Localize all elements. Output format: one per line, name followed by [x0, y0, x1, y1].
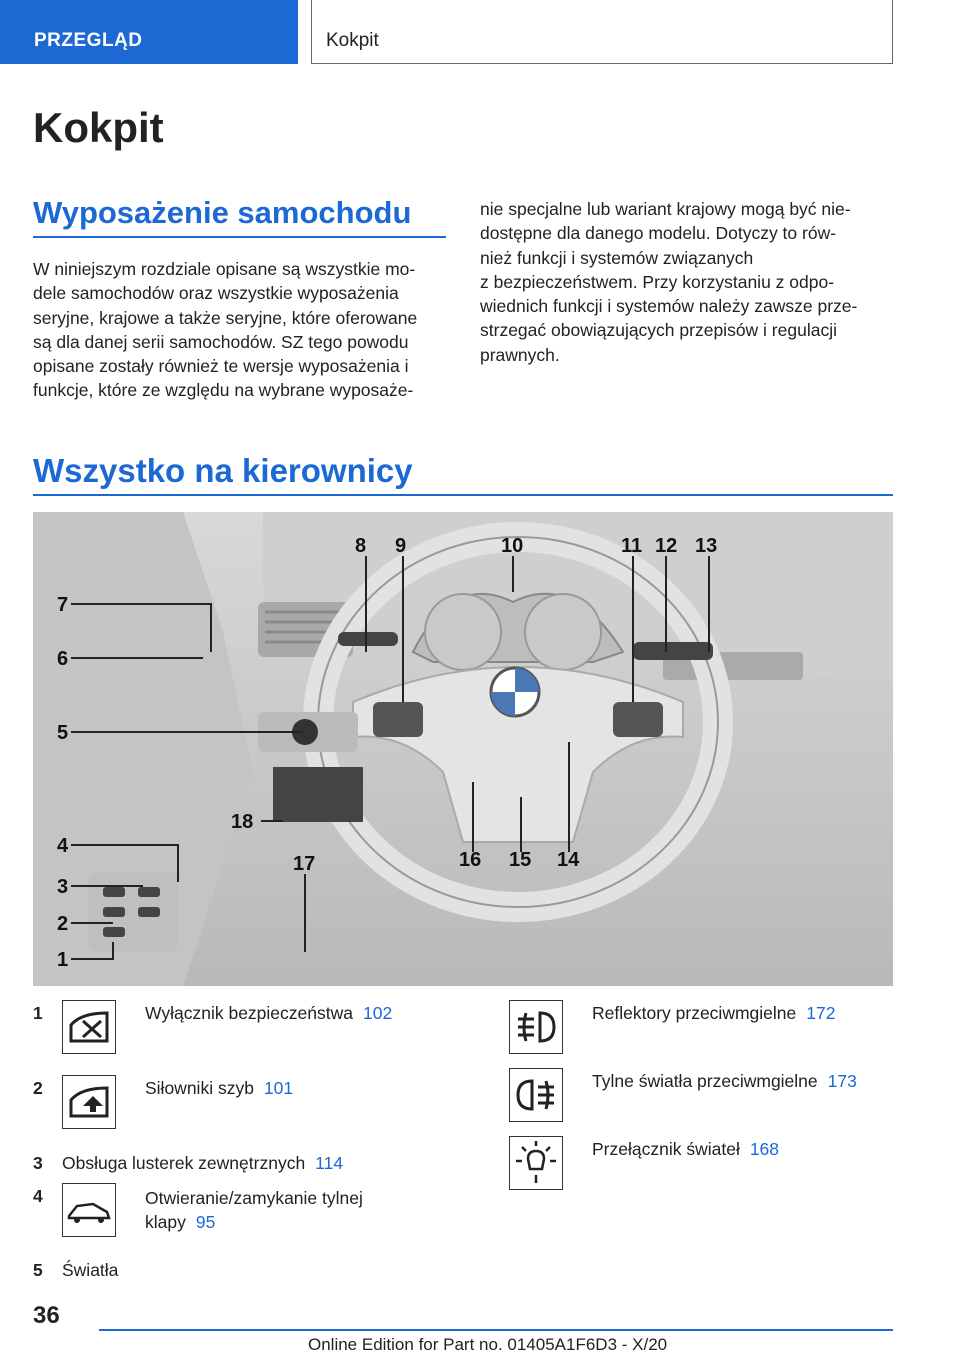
window-switch-icon	[62, 1075, 116, 1129]
page-ref-link[interactable]: 168	[749, 1139, 780, 1159]
legend-item-rear-fog	[592, 1071, 857, 1092]
legend-label: Siłowniki szyb	[145, 1078, 254, 1098]
legend-label: Światła	[62, 1260, 119, 1280]
text-line: dostępne dla danego modelu. Dotyczy to rów-	[480, 223, 837, 244]
text-line: wiednich funkcji i systemów należy zawsze prze-	[480, 296, 858, 317]
callout-5: 5	[57, 722, 69, 744]
intro-column-left	[33, 257, 417, 403]
page-ref-link[interactable]: 114	[315, 1153, 344, 1173]
legend-number: 3	[33, 1153, 43, 1173]
legend-label: Tylne światła przeciwmgielne	[592, 1071, 818, 1091]
callout-10: 10	[501, 535, 524, 557]
callout-11: 11	[621, 535, 643, 557]
text-line: są dla danej serii samochodów. SZ tego powodu	[33, 331, 409, 352]
callout-7: 7	[57, 594, 69, 616]
legend-number: 4	[33, 1186, 43, 1206]
callout-8: 8	[355, 535, 367, 557]
intro-column-right	[480, 197, 857, 367]
page-ref-link[interactable]: 101	[263, 1078, 294, 1098]
section-heading-steering: Wszystko na kierownicy	[33, 452, 413, 489]
heading-rule	[33, 236, 446, 238]
legend-number: 1	[33, 1003, 43, 1023]
cockpit-illustration	[33, 512, 893, 986]
callout-2: 2	[57, 913, 69, 935]
callout-15: 15	[509, 849, 532, 871]
text-line: funkcje, które ze względu na wybrane wyposaże-	[33, 380, 414, 401]
page-ref-link[interactable]: 172	[806, 1003, 836, 1023]
callout-1: 1	[57, 949, 69, 971]
legend-item-4	[145, 1186, 363, 1234]
page-ref-link[interactable]: 173	[827, 1071, 857, 1091]
callout-12: 12	[655, 535, 678, 557]
text-line: prawnych.	[480, 344, 560, 365]
section-label: PRZEGLĄD	[34, 30, 143, 51]
text-line: W niniejszym rozdziale opisane są wszystkie mo-	[33, 259, 416, 279]
text-line: opisane zostały również te wersje wyposażenia i	[33, 356, 409, 377]
page-number: 36	[33, 1302, 60, 1329]
legend-item-3	[62, 1153, 343, 1174]
legend-label: Przełącznik świateł	[592, 1139, 740, 1159]
text-line: nież funkcji i systemów związanych	[480, 247, 754, 268]
front-fog-light-icon	[509, 1000, 563, 1054]
window-lock-icon	[62, 1000, 116, 1054]
legend-label: Otwieranie/zamykanie tylnej	[145, 1188, 363, 1208]
callout-18: 18	[231, 811, 254, 833]
legend-number: 2	[33, 1078, 43, 1098]
legend-label: Wyłącznik bezpieczeństwa	[145, 1003, 353, 1023]
page-title: Kokpit	[33, 104, 164, 151]
page-ref-link[interactable]: 102	[362, 1003, 393, 1023]
chapter-tab	[311, 0, 893, 64]
rear-fog-light-icon	[509, 1068, 563, 1122]
callout-14: 14	[557, 849, 580, 871]
legend-label: Obsługa lusterek zewnętrznych	[62, 1153, 306, 1173]
section-heading-equipment: Wyposażenie samochodu	[33, 195, 412, 230]
page-ref-link[interactable]: 95	[195, 1212, 216, 1232]
text-line: nie specjalne lub wariant krajowy mogą być nie-	[480, 199, 851, 219]
legend-label: klapy	[145, 1212, 186, 1232]
callout-13: 13	[695, 535, 718, 557]
section-tab[interactable]	[0, 0, 298, 64]
legend-item-light-switch	[592, 1139, 779, 1160]
legend-number: 5	[33, 1260, 43, 1280]
legend-item-5	[62, 1260, 118, 1281]
callout-17: 17	[293, 853, 316, 875]
heading-rule	[33, 494, 893, 496]
text-line: strzegać obowiązujących przepisów i regulacji	[480, 320, 837, 341]
legend-item-2	[145, 1078, 293, 1099]
tailgate-icon	[62, 1183, 116, 1237]
legend-item-front-fog	[592, 1003, 835, 1024]
text-line: dele samochodów oraz wszystkie wyposażenia	[33, 283, 399, 304]
text-line: z bezpieczeństwem. Przy korzystaniu z odpo-	[480, 271, 835, 292]
legend-item-1	[145, 1003, 392, 1024]
callout-4: 4	[57, 835, 69, 857]
chapter-label: Kokpit	[326, 30, 379, 51]
legend-label: Reflektory przeciwmgielne	[592, 1003, 797, 1023]
footer-text: Online Edition for Part no. 01405A1F6D3 - X/20	[308, 1335, 668, 1354]
callout-3: 3	[57, 876, 69, 898]
callout-9: 9	[395, 535, 407, 557]
callout-6: 6	[57, 648, 69, 670]
light-switch-icon	[509, 1136, 563, 1190]
footer-rule	[99, 1329, 893, 1331]
text-line: seryjne, krajowe a także seryjne, które oferowane	[33, 307, 418, 328]
callout-16: 16	[459, 849, 482, 871]
